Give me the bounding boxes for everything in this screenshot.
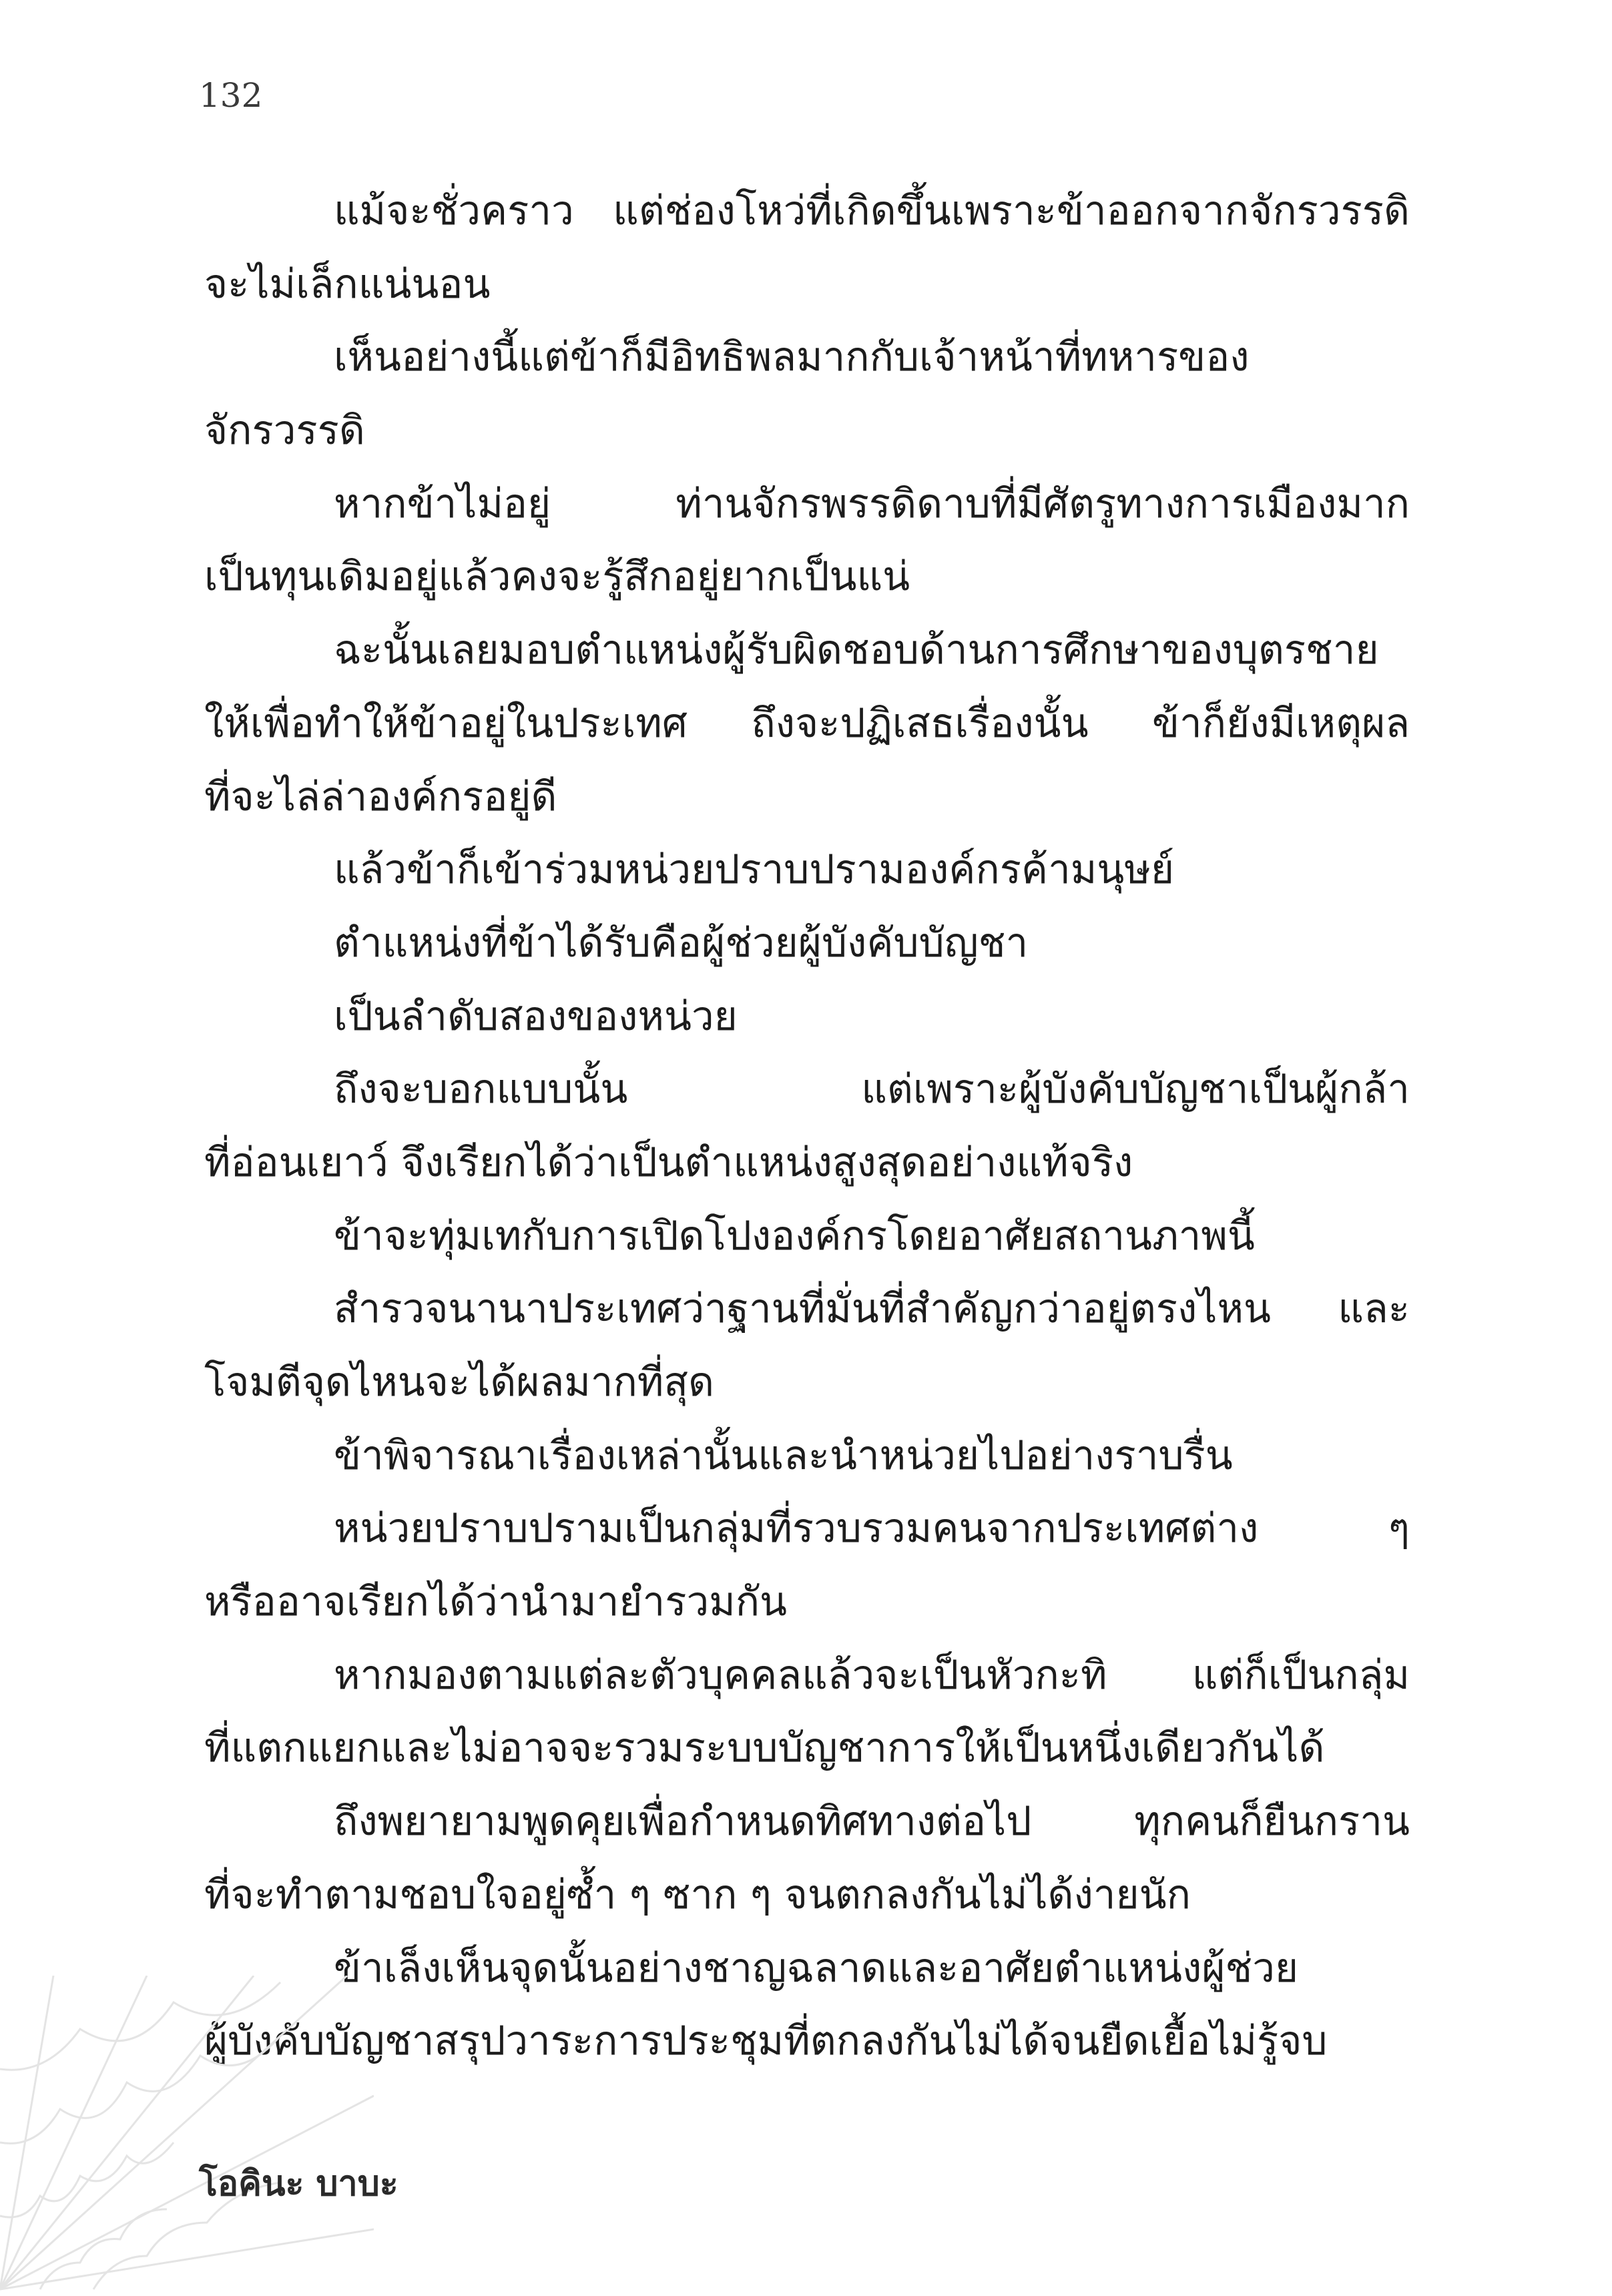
text-line: เป็นทุนเดิมอยู่แล้วคงจะรู้สึกอยู่ยากเป็นแน่	[204, 553, 910, 601]
text-line: ข้าพิจารณาเรื่องเหล่านั้นและนำหน่วยไปอย่างราบรื่น	[334, 1432, 1233, 1479]
text-line: ฉะนั้นเลยมอบตำแหน่งผู้รับผิดชอบด้านการศึกษาของบุตรชาย	[334, 627, 1379, 674]
text-line: ตำแหน่งที่ข้าได้รับคือผู้ช่วยผู้บังคับบัญชา	[334, 919, 1029, 966]
text-line: สำรวจนานาประเทศว่าฐานที่มั่นที่สำคัญกว่าอยู่ตรงไหน และ	[334, 1285, 1410, 1333]
text-line: ให้เพื่อทำให้ข้าอยู่ในประเทศ ถึงจะปฏิเสธเรื่องนั้น ข้าก็ยังมีเหตุผล	[204, 699, 1410, 747]
text-line: หน่วยปราบปรามเป็นกลุ่มที่รวบรวมคนจากประเทศต่าง ๆ	[334, 1505, 1410, 1552]
text-line: ข้าจะทุ่มเทกับการเปิดโปงองค์กรโดยอาศัยสถานภาพนี้	[334, 1212, 1255, 1259]
text-line: ข้าเล็งเห็นจุดนั้นอย่างชาญฉลาดและอาศัยตำแหน่งผู้ช่วย	[334, 1944, 1299, 1992]
text-line: ที่แตกแยกและไม่อาจจะรวมระบบบัญชาการให้เป็นหนึ่งเดียวกันได้	[204, 1725, 1325, 1772]
body-text	[204, 175, 1410, 2078]
text-line: ที่จะไล่ล่าองค์กรอยู่ดี	[204, 773, 557, 820]
text-line: เห็นอย่างนี้แต่ข้าก็มีอิทธิพลมากกับเจ้าหน้าที่ทหารของ	[334, 334, 1250, 381]
book-title: โอคินะ บาบะ	[199, 2164, 398, 2204]
text-line: ที่อ่อนเยาว์ จึงเรียกได้ว่าเป็นตำแหน่งสูงสุดอย่างแท้จริง	[204, 1139, 1133, 1186]
text-line: ถึงพยายามพูดคุยเพื่อกำหนดทิศทางต่อไป ทุกคนก็ยืนกราน	[334, 1798, 1410, 1845]
text-line: จักรวรรดิ	[204, 407, 365, 455]
text-line: ที่จะทำตามชอบใจอยู่ซ้ำ ๆ ซาก ๆ จนตกลงกันไม่ได้ง่ายนัก	[204, 1871, 1191, 1918]
spider-web-decoration	[0, 1976, 374, 2296]
text-line: โจมตีจุดไหนจะได้ผลมากที่สุด	[204, 1359, 714, 1406]
text-line: ถึงจะบอกแบบนั้น แต่เพราะผู้บังคับบัญชาเป็นผู้กล้า	[334, 1066, 1410, 1113]
text-line: แม้จะชั่วคราว แต่ช่องโหว่ที่เกิดขึ้นเพราะข้าออกจากจักรวรรดิ	[334, 188, 1410, 234]
text-line: เป็นลำดับสองของหน่วย	[334, 992, 738, 1040]
text-line: จะไม่เล็กแน่นอน	[204, 260, 491, 308]
page-number: 132	[199, 76, 263, 115]
text-line: ผู้บังคับบัญชาสรุปวาระการประชุมที่ตกลงกันไม่ได้จนยืดเยื้อไม่รู้จบ	[204, 2018, 1328, 2065]
text-line: แล้วข้าก็เข้าร่วมหน่วยปราบปรามองค์กรค้ามนุษย์	[334, 846, 1175, 894]
text-line: หรืออาจเรียกได้ว่านำมายำรวมกัน	[204, 1579, 788, 1626]
text-line: หากมองตามแต่ละตัวบุคคลแล้วจะเป็นหัวกะทิ แต่ก็เป็นกลุ่ม	[334, 1651, 1410, 1699]
text-line: หากข้าไม่อยู่ ท่านจักรพรรดิดาบที่มีศัตรูทางการเมืองมาก	[334, 480, 1410, 527]
